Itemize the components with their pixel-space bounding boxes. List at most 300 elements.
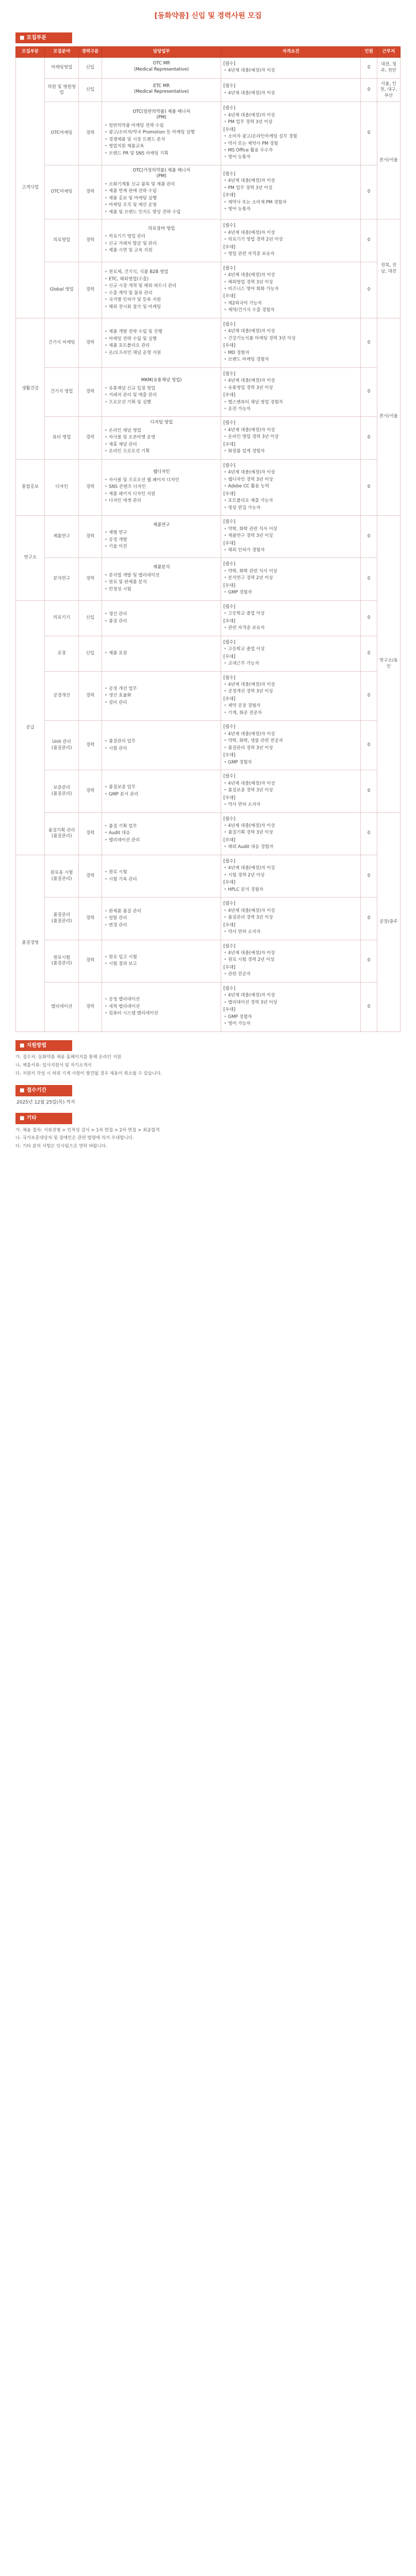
task-item: • 제형 연구 [104, 530, 219, 536]
cell-place: 본사/서울 [377, 102, 400, 219]
cell-career: 경력 [78, 102, 102, 165]
requirement-item: • 비즈니스 영어 회화 가능자 [223, 286, 358, 292]
cell-requirement [221, 102, 361, 165]
table-row [16, 262, 401, 318]
section-method-label: ■ 지원방법 [15, 1040, 72, 1052]
requirement-label: [우대] [223, 540, 236, 546]
cell-task [102, 671, 221, 721]
requirement-label: [우대] [223, 654, 236, 659]
requirement-item: • 원료 시험 경력 2년 이상 [223, 957, 358, 963]
cell-career: 경력 [78, 812, 102, 855]
task-item: • 일반의약품 마케팅 전략 수립 [104, 123, 219, 129]
requirement-item: • 4년제 대졸(예정)자 이상 [223, 428, 358, 433]
cell-task [102, 897, 221, 940]
cell-task [102, 262, 221, 318]
requirement-item: • 약사 면허 소지자 [223, 929, 358, 935]
task-item: • 마케팅 전략 수립 및 실행 [104, 336, 219, 342]
table-row [16, 940, 401, 982]
cell-division: 품질경영 [16, 855, 45, 1031]
requirement-label: [우대] [223, 696, 236, 702]
deadline-section [15, 1085, 401, 1106]
task-item: • 제품 시연 및 교육 지원 [104, 248, 219, 253]
recruit-table [15, 46, 401, 1031]
cell-requirement [221, 165, 361, 219]
requirement-label: [필수] [223, 724, 236, 730]
cell-count: 0 [361, 770, 377, 812]
table-row [16, 770, 401, 812]
cell-requirement [221, 516, 361, 558]
cell-division: 생활건강 [16, 318, 45, 459]
requirement-label: [필수] [223, 463, 236, 468]
requirement-label: [우대] [223, 880, 236, 886]
requirement-list [223, 682, 358, 695]
requirement-list [223, 251, 358, 257]
requirement-item: • 해외영업 경력 3년 이상 [223, 280, 358, 285]
header-requirement: 자격요건 [221, 47, 361, 57]
table-row [16, 78, 401, 101]
page-title: [동화약품] 신입 및 경력사원 모집 [154, 12, 262, 20]
task-item: • 제품 패키지 디자인 지원 [104, 492, 219, 497]
requirement-item: • 영업 관련 자격증 보유자 [223, 251, 358, 257]
cell-place: 공장/충주 [377, 812, 400, 1031]
requirement-item: • PM 업무 경력 3년 이상 [223, 185, 358, 191]
cell-career: 신입 [78, 78, 102, 101]
requirement-label: [필수] [223, 171, 236, 177]
requirement-list [223, 887, 358, 893]
table-row [16, 812, 401, 855]
requirement-list [223, 951, 358, 963]
header-field: 모집분야 [45, 47, 78, 57]
task-item: • 세척 밸리데이션 [104, 1004, 219, 1010]
requirement-list [223, 68, 358, 74]
cell-count: 0 [361, 812, 377, 855]
cell-place: 대전, 청주, 천안 [377, 57, 400, 78]
task-item: • 기술 이전 [104, 544, 219, 550]
requirement-item: • 4년제 대졸(예정)자 이상 [223, 230, 358, 236]
header-division: 모집부문 [16, 47, 45, 57]
requirement-item: • 시험 경력 2년 이상 [223, 873, 358, 878]
cell-career: 경력 [78, 417, 102, 459]
cell-requirement [221, 459, 361, 515]
task-item: • 생산 효율화 [104, 693, 219, 699]
cell-count: 0 [361, 855, 377, 897]
cell-count: 0 [361, 636, 377, 671]
task-item: • 온/오프라인 채널 운영 지원 [104, 350, 219, 356]
cell-task [102, 459, 221, 515]
task-item: • 원료 시험 [104, 870, 219, 875]
header-task: 담당업무 [102, 47, 221, 57]
task-item: • GMP 문서 관리 [104, 792, 219, 798]
cell-task [102, 770, 221, 812]
cell-career: 경력 [78, 318, 102, 367]
requirement-label: [필수] [223, 83, 236, 89]
cell-requirement [221, 897, 361, 940]
requirement-item: • 포트폴리오 제출 가능자 [223, 498, 358, 504]
cell-career: 경력 [78, 721, 102, 770]
task-list [104, 909, 219, 928]
requirement-item: • 4년제 대졸(예정)자 이상 [223, 866, 358, 871]
cell-count: 0 [361, 459, 377, 515]
cell-requirement [221, 940, 361, 982]
table-row [16, 417, 401, 459]
requirement-list [223, 590, 358, 596]
requirement-list [223, 802, 358, 808]
table-row [16, 219, 401, 262]
cell-requirement [221, 417, 361, 459]
table-row [16, 367, 401, 417]
cell-requirement [221, 812, 361, 855]
requirement-item: • 제약 공장 경험자 [223, 703, 358, 709]
task-item: • 해외 전시회 참가 및 마케팅 [104, 304, 219, 310]
task-list [104, 870, 219, 883]
requirement-label: [우대] [223, 127, 236, 132]
requirement-item: • 고등학교 졸업 이상 [223, 611, 358, 617]
requirement-list [223, 611, 358, 617]
header-place: 근무지 [377, 47, 400, 57]
cell-field: 제품연구 [45, 516, 78, 558]
table-row [16, 459, 401, 515]
cell-task [102, 318, 221, 367]
requirement-label: [필수] [223, 639, 236, 645]
task-item: • 제품 포트폴리오 관리 [104, 343, 219, 349]
method-note: 가. 접수처: 동화약품 채용 홈페이지를 통해 온라인 지원 [15, 1055, 122, 1060]
cell-division: 연구소 [16, 516, 45, 601]
requirement-list [223, 178, 358, 191]
requirement-label: [우대] [223, 618, 236, 624]
deadline-text: 2025년 12월 25일(목) 까지 [16, 1099, 75, 1105]
task-item: • 품질관리 업무 [104, 739, 219, 744]
requirement-item: • Adobe CC 활용 능력 [223, 484, 358, 489]
cell-task [102, 721, 221, 770]
requirement-list [223, 548, 358, 553]
cell-requirement [221, 367, 361, 417]
task-item: • 프로모션 기획 및 실행 [104, 400, 219, 405]
requirement-item: • 온라인 영업 경력 3년 이상 [223, 434, 358, 440]
method-section [15, 1040, 401, 1077]
task-list [104, 651, 219, 656]
requirement-label: [우대] [223, 294, 236, 299]
cell-career: 경력 [78, 558, 102, 600]
cell-requirement [221, 721, 361, 770]
task-list [104, 573, 219, 592]
table-row [16, 516, 401, 558]
requirement-label: [우대] [223, 491, 236, 497]
task-list [104, 386, 219, 405]
cell-division: 통합홍보 [16, 459, 45, 515]
cell-career: 경력 [78, 897, 102, 940]
requirement-list [223, 866, 358, 878]
requirement-label: [우대] [223, 795, 236, 801]
header-career: 경력구분 [78, 47, 102, 57]
cell-place: 전북, 전남, 대전 [377, 219, 400, 318]
cell-task [102, 600, 221, 636]
table-row [16, 102, 401, 165]
cell-career: 경력 [78, 855, 102, 897]
method-note: 다. 지원서 작성 시 허위 기재 사항이 발견될 경우 채용이 취소될 수 있습니다. [15, 1071, 162, 1076]
requirement-label: [필수] [223, 420, 236, 426]
cell-task [102, 417, 221, 459]
requirement-list [223, 350, 358, 363]
requirement-list [223, 113, 358, 126]
cell-field: 의료기기 [45, 600, 78, 636]
task-item: • 밸리데이션 관리 [104, 838, 219, 843]
requirement-item: • 약사 면허 소지자 [223, 802, 358, 808]
cell-requirement [221, 262, 361, 318]
requirement-item: • 제품연구 경력 3년 이상 [223, 533, 358, 539]
requirement-label: [필수] [223, 675, 236, 681]
table-row [16, 982, 401, 1031]
requirement-label: [필수] [223, 371, 236, 377]
task-list [104, 123, 219, 157]
cell-field: Global 영업 [45, 262, 78, 318]
requirement-label: [필수] [223, 986, 236, 991]
requirement-label: [필수] [223, 61, 236, 66]
requirement-item: • 4년제 대졸(예정)자 이상 [223, 908, 358, 914]
requirement-item: • GMP 경험자 [223, 760, 358, 766]
requirement-label: [우대] [223, 922, 236, 928]
requirement-item: • 제약사 또는 소비재 PM 경험자 [223, 200, 358, 206]
requirement-item: • 4년제 대졸(예정)자 이상 [223, 378, 358, 384]
requirement-list [223, 844, 358, 850]
cell-task [102, 516, 221, 558]
task-title: OTC(일반의약품) 제품 매니저 (PM) [132, 109, 190, 121]
task-item: • Audit 대응 [104, 831, 219, 836]
cell-requirement [221, 57, 361, 78]
task-item: • SNS 콘텐츠 디자인 [104, 484, 219, 490]
cell-task [102, 812, 221, 855]
cell-task [102, 982, 221, 1031]
requirement-label: [필수] [223, 106, 236, 111]
requirement-list [223, 91, 358, 96]
task-item: • 유통채널 신규 입점 영업 [104, 386, 219, 392]
task-item: • 광고/소비자/약국 Promotion 등 마케팅 실행 [104, 130, 219, 135]
task-title: 디지털 영업 [150, 420, 173, 426]
task-item: • 품질 기획 업무 [104, 824, 219, 829]
requirement-item: • PM 업무 경력 3년 이상 [223, 120, 358, 125]
table-row [16, 671, 401, 721]
requirement-list [223, 230, 358, 243]
cell-requirement [221, 600, 361, 636]
task-item: • 수출 계약 및 물류 관리 [104, 291, 219, 296]
task-list [104, 612, 219, 624]
cell-task [102, 219, 221, 262]
requirement-label: [우대] [223, 193, 236, 198]
requirement-list [223, 470, 358, 489]
table-header-row [16, 47, 401, 57]
requirement-label: [필수] [223, 265, 236, 271]
requirement-item: • 웹디자인 경력 3년 이상 [223, 477, 358, 483]
requirement-item: • 4년제 대졸(예정)자 이상 [223, 823, 358, 829]
cell-division: 공급 [16, 600, 45, 855]
cell-count: 0 [361, 417, 377, 459]
cell-count: 0 [361, 102, 377, 165]
task-title: 웹디자인 [153, 469, 170, 475]
requirement-item: • 의료기기 영업 경력 2년 이상 [223, 237, 358, 243]
etc-note: 다. 기타 문의 사항은 인사팀으로 연락 바랍니다. [15, 1144, 107, 1149]
task-item: • 자사몰 및 오픈마켓 운영 [104, 435, 219, 440]
requirement-item: • 4년제 대졸(예정)자 이상 [223, 993, 358, 998]
bullet-icon: ■ [20, 1042, 25, 1048]
task-item: • 마케팅 조직 및 예산 운영 [104, 202, 219, 208]
cell-task [102, 636, 221, 671]
recruit-notice [0, 0, 416, 1172]
requirement-item: • 4년제 대졸(예정)자 이상 [223, 91, 358, 96]
task-item: • 시험 기록 관리 [104, 877, 219, 883]
requirement-item: • 4년제 대졸(예정)자 이상 [223, 178, 358, 184]
task-item: • 의료기기 영업 관리 [104, 234, 219, 240]
task-list [104, 478, 219, 504]
section-etc-label: ■ 기타 [15, 1113, 72, 1124]
cell-requirement [221, 982, 361, 1031]
cell-career: 경력 [78, 982, 102, 1031]
requirement-item: • 영어 능통자 [223, 155, 358, 160]
cell-field: 품질기획 관리 (품질관리) [45, 812, 78, 855]
requirement-label: [우대] [223, 442, 236, 447]
cell-career: 경력 [78, 459, 102, 515]
cell-field: 원료시험 (품질관리) [45, 940, 78, 982]
cell-count: 0 [361, 367, 377, 417]
cell-career: 경력 [78, 367, 102, 417]
bullet-icon: ■ [20, 35, 25, 41]
requirement-label: [우대] [223, 393, 236, 398]
requirement-list [223, 972, 358, 977]
requirement-label: [필수] [223, 321, 236, 327]
requirement-label: [우대] [223, 1007, 236, 1013]
task-item: • 안정성 시험 [104, 587, 219, 592]
task-item: • 소화기계통 신규 품목 및 제품 관리 [104, 182, 219, 188]
cell-career: 경력 [78, 940, 102, 982]
requirement-item: • 유통영업 경력 3년 이상 [223, 385, 358, 391]
cell-requirement [221, 558, 361, 600]
requirement-list [223, 498, 358, 511]
etc-note: 나. 국가보훈대상자 및 장애인은 관련 법령에 의거 우대합니다. [15, 1136, 134, 1141]
cell-count: 0 [361, 318, 377, 367]
requirement-list [223, 400, 358, 413]
cell-task [102, 855, 221, 897]
requirement-label: [우대] [223, 753, 236, 758]
cell-count: 0 [361, 219, 377, 262]
header-count: 인원 [361, 47, 377, 57]
requirement-list [223, 428, 358, 440]
requirement-item: • 4년제 대졸(예정)자 이상 [223, 781, 358, 787]
task-item: • 공정 개발 [104, 537, 219, 543]
table-row [16, 57, 401, 78]
cell-field: 분석연구 [45, 558, 78, 600]
requirement-item: • 제2외국어 가능자 [223, 301, 358, 307]
cell-career: 경력 [78, 165, 102, 219]
task-item: • 원료 및 완제품 분석 [104, 580, 219, 585]
cell-place: 본사/서울 [377, 318, 400, 515]
task-item: • 완제품 품질 관리 [104, 909, 219, 914]
requirement-item: • 영상 편집 가능자 [223, 505, 358, 511]
requirement-item: • 교대근무 가능자 [223, 661, 358, 667]
requirement-list [223, 273, 358, 292]
requirement-list [223, 781, 358, 794]
table-row [16, 165, 401, 219]
requirement-label: [필수] [223, 604, 236, 609]
bullet-icon: ■ [20, 1088, 25, 1094]
task-item: • 변경 관리 [104, 923, 219, 928]
cell-field: 건기식 영업 [45, 367, 78, 417]
cell-task [102, 102, 221, 165]
task-title: 의료장비 영업 [148, 226, 175, 231]
task-item: • 제품 포장 [104, 651, 219, 656]
requirement-item: • 공정개선 경력 3년 이상 [223, 689, 358, 694]
requirement-label: [우대] [223, 244, 236, 250]
task-item: • 온라인 프로모션 기획 [104, 449, 219, 454]
cell-field: Unit 관리 (품질관리) [45, 721, 78, 770]
cell-count: 0 [361, 558, 377, 600]
cell-place: 연구소/용인 [377, 516, 400, 812]
requirement-item: • 4년제 대졸(예정)자 이상 [223, 470, 358, 476]
requirement-list [223, 625, 358, 631]
cell-task [102, 940, 221, 982]
cell-career: 경력 [78, 516, 102, 558]
cell-field: 의료영업 [45, 219, 78, 262]
requirement-label: [우대] [223, 964, 236, 970]
cell-field: 마케팅영업 [45, 57, 78, 78]
etc-note: 가. 채용 절차: 서류전형 > 인적성 검사 > 1차 면접 > 2차 면접 > 최종합격 [15, 1127, 160, 1133]
cell-field: 품질관리 (품질관리) [45, 897, 78, 940]
requirement-item: • 품질관리 경력 3년 이상 [223, 745, 358, 751]
requirement-label: [우대] [223, 583, 236, 588]
requirement-item: • 4년제 대졸(예정)자 이상 [223, 682, 358, 688]
task-list [104, 234, 219, 253]
requirement-item: • 약학, 화학 관련 석사 이상 [223, 527, 358, 532]
table-row [16, 558, 401, 600]
task-item: • 품질 관리 [104, 619, 219, 624]
task-list [104, 739, 219, 752]
requirement-item: • 화장품 업계 경험자 [223, 449, 358, 454]
requirement-list [223, 569, 358, 582]
table-row [16, 855, 401, 897]
requirement-item: • 제약/건기식 수출 경험자 [223, 308, 358, 313]
requirement-item: • GMP 경험자 [223, 1014, 358, 1020]
requirement-label: [필수] [223, 943, 236, 949]
task-list [104, 329, 219, 356]
task-list [104, 997, 219, 1016]
requirement-item: • 고등학교 졸업 이상 [223, 647, 358, 652]
requirement-list [223, 732, 358, 751]
cell-count: 0 [361, 262, 377, 318]
requirement-item: • 품질보증 경력 3년 이상 [223, 788, 358, 793]
task-item: • 경쟁제품 및 시장 트렌드 분석 [104, 137, 219, 143]
cell-count: 0 [361, 165, 377, 219]
task-item: • 제휴 채널 관리 [104, 442, 219, 448]
requirement-item: • 밸리데이션 경력 3년 이상 [223, 1000, 358, 1006]
requirement-list [223, 703, 358, 716]
task-item: • 컴퓨터 시스템 밸리데이션 [104, 1011, 219, 1016]
task-title: MKM(유통채널 영업) [141, 378, 182, 383]
task-item: • 제품 홍보 및 마케팅 실행 [104, 196, 219, 201]
requirement-item: • 4년제 대졸(예정)자 이상 [223, 68, 358, 74]
task-item: • 거래처 관리 및 매출 관리 [104, 393, 219, 398]
requirement-list [223, 329, 358, 342]
requirement-item: • 품질기획 경력 3년 이상 [223, 830, 358, 836]
cell-count: 0 [361, 982, 377, 1031]
task-item: • 제품 연계 판매 전략 수립 [104, 189, 219, 194]
requirement-item: • 영어 능통자 [223, 207, 358, 212]
requirement-item: • 영어 가능자 [223, 1021, 358, 1027]
requirement-label: [필수] [223, 562, 236, 567]
task-item: • 디자인 에셋 관리 [104, 498, 219, 504]
requirement-list [223, 378, 358, 391]
cell-task [102, 558, 221, 600]
cell-count: 0 [361, 897, 377, 940]
requirement-item: • 약학, 화학, 생물 관련 전공자 [223, 738, 358, 744]
task-item: • 브랜드 PR 및 SNS 마케팅 기획 [104, 151, 219, 157]
table-body [16, 57, 401, 1031]
